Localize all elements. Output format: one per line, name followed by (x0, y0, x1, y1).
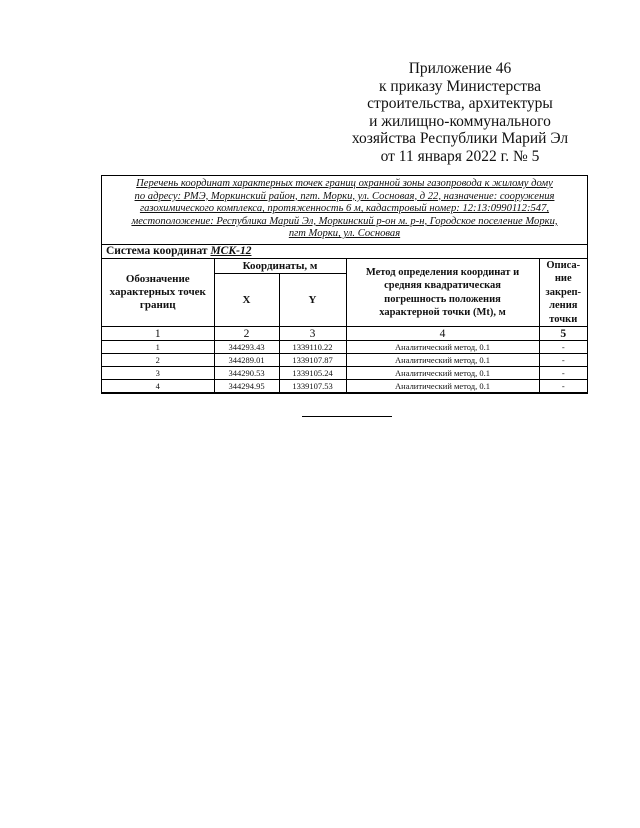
x-cell: 344290.53 (214, 367, 279, 380)
header-line: от 11 января 2022 г. № 5 (380, 147, 540, 165)
appendix-header (330, 60, 590, 165)
header-description: Описа-ние закреп-ления точки (539, 258, 587, 327)
description-cell: - (539, 354, 587, 367)
method-cell: Аналитический метод, 0.1 (346, 354, 539, 367)
table-row (102, 354, 587, 367)
coordinate-system (102, 245, 587, 259)
y-cell: 1339107.53 (279, 380, 346, 393)
x-cell: 344294.95 (214, 380, 279, 393)
header-line: и жилищно-коммунального (369, 112, 551, 130)
header-line: строительства, архитектуры (367, 95, 553, 112)
coordinates-sheet (101, 175, 588, 394)
description-cell: - (539, 380, 587, 393)
caption-line: по адресу: РМЭ, Моркинский район, пгт. Морки, ул. Сосновая, д 22, назначение: сооружения (134, 190, 555, 202)
coordinate-system-label: Система координат (106, 245, 208, 258)
table-row (102, 367, 587, 380)
coordinates-table (102, 245, 587, 394)
coordinate-system-value: МСК-12 (210, 245, 252, 258)
method-cell: Аналитический метод, 0.1 (346, 341, 539, 354)
point-cell: 1 (102, 341, 214, 354)
description-cell: - (539, 341, 587, 354)
header-method: Метод определения координат и средняя квадратическая погрешность положения характерной точки (Mt), м (346, 258, 539, 327)
header-line: хозяйства Республики Марий Эл (351, 130, 569, 147)
header-coords: Координаты, м (214, 258, 346, 273)
caption-line: газохимического комплекса, протяженность 6 м, кадастровый номер: 12:13:0990112:547, (139, 203, 550, 215)
x-cell: 344289.01 (214, 354, 279, 367)
column-number: 1 (102, 327, 214, 341)
column-number: 2 (214, 327, 279, 341)
signature-divider (302, 416, 392, 417)
x-cell: 344293.43 (214, 341, 279, 354)
table-row (102, 341, 587, 354)
point-cell: 3 (102, 367, 214, 380)
caption-line: местоположение: Республика Марий Эл, Моркинский р-он м. р-н, Городское поселение Морки, (131, 215, 558, 227)
y-cell: 1339107.87 (279, 354, 346, 367)
description-cell: - (539, 367, 587, 380)
column-numbers-row (102, 327, 587, 341)
method-cell: Аналитический метод, 0.1 (346, 367, 539, 380)
header-x: X (214, 274, 279, 327)
column-number: 4 (346, 327, 539, 341)
point-cell: 2 (102, 354, 214, 367)
header-row (102, 258, 587, 273)
caption-line: Перечень координат характерных точек границ охранной зоны газопровода к жилому дому (136, 178, 553, 189)
table-row (102, 380, 587, 393)
method-cell: Аналитический метод, 0.1 (346, 380, 539, 393)
header-y: Y (279, 274, 346, 327)
coordinate-system-row (102, 245, 587, 259)
y-cell: 1339105.24 (279, 367, 346, 380)
header-line: к приказу Министерства (379, 77, 541, 95)
header-line: Приложение 46 (408, 60, 512, 77)
y-cell: 1339110.22 (279, 341, 346, 354)
column-number: 5 (539, 327, 587, 341)
point-cell: 4 (102, 380, 214, 393)
column-number: 3 (279, 327, 346, 341)
table-caption (102, 176, 587, 245)
caption-line: пгт Морки, ул. Сосновая (288, 228, 401, 240)
header-point: Обозначение характерных точек границ (102, 258, 214, 327)
